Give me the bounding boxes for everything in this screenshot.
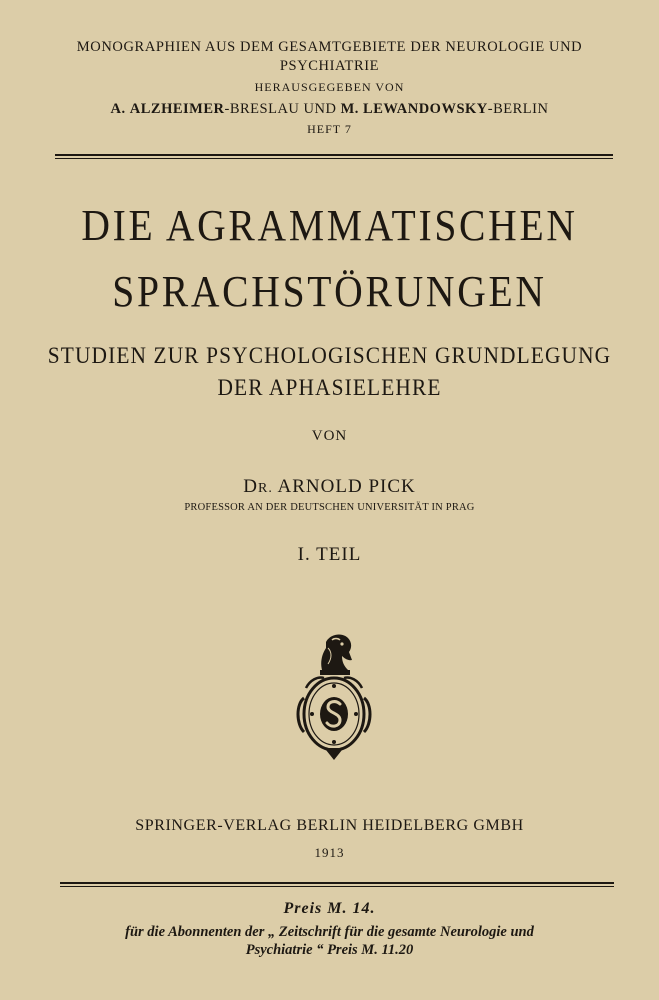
footer-rule-bottom	[60, 886, 614, 887]
series-title-line1: MONOGRAPHIEN AUS DEM GESAMTGEBIETE DER NEUROLOGIE UND	[76, 39, 583, 55]
author-line	[0, 476, 659, 498]
by-label: VON	[311, 428, 348, 444]
editor2-initial: M.	[340, 101, 359, 117]
subtitle-line1: STUDIEN ZUR PSYCHOLOGISCHEN GRUNDLEGUNG	[47, 343, 612, 368]
editors-label: HERAUSGEGEBEN VON	[254, 80, 405, 94]
author-prefix-r: R.	[257, 481, 273, 496]
header-rule-bottom	[55, 158, 613, 159]
springer-chess-knight-logo-icon	[292, 628, 376, 760]
publisher-name: SPRINGER-VERLAG BERLIN HEIDELBERG GMBH	[135, 817, 524, 834]
series-title-line2: PSYCHIATRIE	[279, 58, 380, 74]
price-main: Preis M. 14.	[283, 900, 376, 917]
editor2-name: LEWANDOWSKY	[363, 101, 488, 117]
part-number: I. TEIL	[297, 544, 362, 565]
footer-rule-top	[60, 882, 614, 884]
editor1-initial: A.	[110, 101, 126, 117]
editor2-city: -BERLIN	[487, 101, 549, 117]
editors-line	[0, 101, 659, 118]
publication-year: 1913	[314, 845, 345, 860]
author-name: ARNOLD PICK	[277, 476, 416, 497]
title-line2: SPRACHSTÖRUNGEN	[112, 267, 547, 316]
author-prefix	[243, 476, 273, 497]
editor1-city: -BRESLAU	[224, 101, 300, 117]
author-affiliation: PROFESSOR AN DER DEUTSCHEN UNIVERSITÄT IN PRAG	[184, 502, 475, 513]
subtitle-line2: DER APHASIELEHRE	[217, 375, 442, 400]
title-line1: DIE AGRAMMATISCHEN	[81, 201, 578, 250]
header-rule-top	[55, 154, 613, 156]
author-prefix-d: D	[243, 476, 258, 497]
editor1-name: ALZHEIMER	[129, 101, 225, 117]
subscriber-price-line1: für die Abonnenten der „ Zeitschrift für die gesamte Neurologie und	[125, 924, 534, 940]
series-title	[0, 38, 659, 76]
subscriber-price-line2: Psychiatrie “ Preis M. 11.20	[245, 942, 414, 958]
editors-conjunction: UND	[303, 101, 337, 117]
issue-number: HEFT 7	[307, 122, 352, 136]
